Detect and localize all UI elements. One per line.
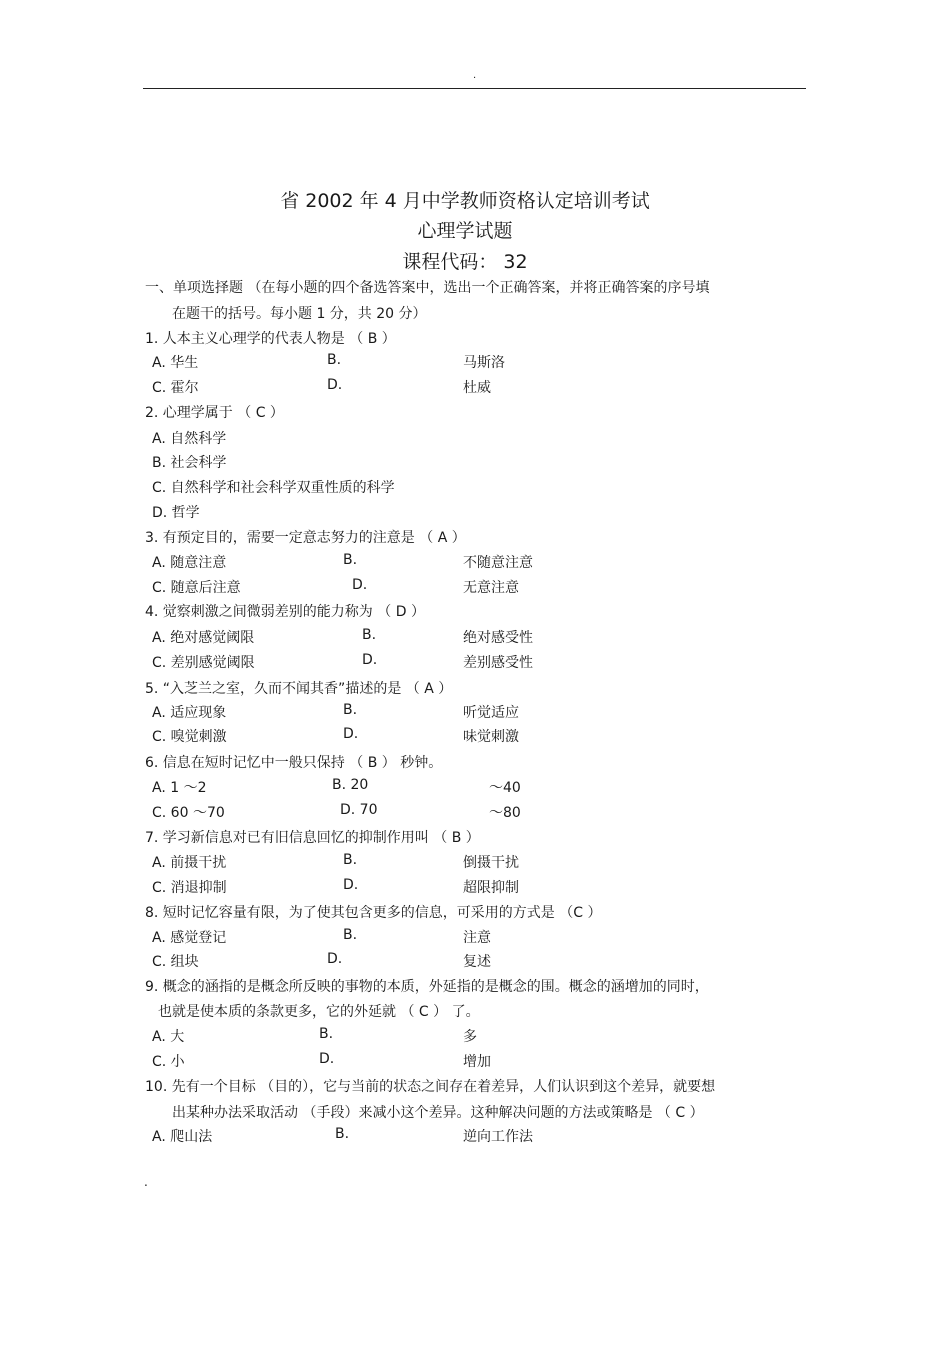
option-c: C. 组块 bbox=[152, 954, 199, 970]
option-d-text: 杜威 bbox=[463, 380, 491, 396]
option-a: A. 前摄干扰 bbox=[152, 855, 227, 871]
option-d: D. bbox=[319, 1051, 335, 1067]
option-a: A. 华生 bbox=[152, 355, 199, 371]
question-stem: 9. 概念的涵指的是概念所反映的事物的本质，外延指的是概念的围。概念的涵增加的同时， bbox=[145, 979, 709, 995]
header-dot: . bbox=[473, 70, 477, 81]
option-b-text: 注意 bbox=[463, 930, 491, 946]
question-stem: 5. “入芝兰之室，久而不闻其香”描述的是 （ A ） bbox=[145, 681, 453, 697]
footer-dot: . bbox=[144, 1175, 148, 1189]
option-a: A. 大 bbox=[152, 1029, 185, 1045]
option-a: A. 感觉登记 bbox=[152, 930, 227, 946]
option-c: C. 随意后注意 bbox=[152, 580, 241, 596]
option-b: B. bbox=[335, 1126, 350, 1142]
question-stem: 1. 人本主义心理学的代表人物是 （ B ） bbox=[145, 331, 396, 347]
option-d-text: 增加 bbox=[463, 1054, 491, 1070]
option-c: C. 嗅觉刺激 bbox=[152, 729, 227, 745]
question-stem: 4. 觉察刺激之间微弱差别的能力称为 （ D ） bbox=[145, 604, 425, 620]
option-b: B. 社会科学 bbox=[152, 455, 227, 471]
question-stem-cont: 也就是使本质的条款更多，它的外延就 （ C ） 了。 bbox=[158, 1004, 480, 1020]
exam-title: 省 2002 年 4 月中学教师资格认定培训考试 bbox=[280, 190, 650, 212]
option-c: C. 消退抑制 bbox=[152, 880, 227, 896]
option-b-text: 绝对感受性 bbox=[463, 630, 533, 646]
option-b: B. bbox=[319, 1026, 334, 1042]
question-stem: 7. 学习新信息对已有旧信息回忆的抑制作用叫 （ B ） bbox=[145, 830, 480, 846]
option-d: D. bbox=[352, 577, 368, 593]
option-b: B. bbox=[343, 927, 358, 943]
option-a: A. 随意注意 bbox=[152, 555, 227, 571]
option-c: C. 60 ～70 bbox=[152, 805, 225, 821]
header-rule bbox=[143, 88, 806, 89]
option-b: B. bbox=[362, 627, 377, 643]
option-b-text: 不随意注意 bbox=[463, 555, 533, 571]
option-b: B. bbox=[327, 352, 342, 368]
option-d: D. bbox=[327, 377, 343, 393]
option-b-text: 听觉适应 bbox=[463, 705, 519, 721]
option-a: A. 适应现象 bbox=[152, 705, 227, 721]
question-stem: 2. 心理学属于 （ C ） bbox=[145, 405, 284, 421]
option-b: B. bbox=[343, 552, 358, 568]
option-d: D. bbox=[343, 726, 359, 742]
section-heading-cont: 在题干的括号。每小题 1 分，共 20 分） bbox=[172, 306, 427, 322]
option-d: D. bbox=[343, 877, 359, 893]
question-stem: 3. 有预定目的，需要一定意志努力的注意是 （ A ） bbox=[145, 530, 466, 546]
option-b-text: 马斯洛 bbox=[463, 355, 505, 371]
question-stem: 6. 信息在短时记忆中一般只保持 （ B ） 秒钟。 bbox=[145, 755, 443, 771]
option-b: B. bbox=[343, 852, 358, 868]
option-c: C. 差别感觉阈限 bbox=[152, 655, 255, 671]
option-d: D. bbox=[327, 951, 343, 967]
question-stem-cont: 出某种办法采取活动 （手段）来减小这个差异。这种解决问题的方法或策略是 （ C ） bbox=[172, 1105, 704, 1121]
option-b: B. 20 bbox=[332, 777, 369, 793]
option-a: A. 1 ～2 bbox=[152, 780, 207, 796]
option-d: D. 哲学 bbox=[152, 505, 200, 521]
option-d: D. bbox=[362, 652, 378, 668]
option-c: C. 霍尔 bbox=[152, 380, 199, 396]
option-d-text: 复述 bbox=[463, 954, 491, 970]
option-d-text: ～80 bbox=[489, 805, 521, 821]
question-stem: 10. 先有一个目标 （目的），它与当前的状态之间存在着差异，人们认识到这个差异，就要想 bbox=[145, 1079, 716, 1095]
option-a: A. 绝对感觉阈限 bbox=[152, 630, 255, 646]
option-b-text: 逆向工作法 bbox=[463, 1129, 533, 1145]
option-d: D. 70 bbox=[340, 802, 378, 818]
option-b-text: ～40 bbox=[489, 780, 521, 796]
option-c: C. 自然科学和社会科学双重性质的科学 bbox=[152, 480, 395, 496]
option-d-text: 无意注意 bbox=[463, 580, 519, 596]
option-b-text: 倒摄干扰 bbox=[463, 855, 519, 871]
option-a: A. 自然科学 bbox=[152, 431, 227, 447]
section-heading: 一、单项选择题 （在每小题的四个备选答案中，选出一个正确答案，并将正确答案的序号填 bbox=[145, 280, 710, 296]
option-d-text: 味觉刺激 bbox=[463, 729, 519, 745]
course-code: 课程代码： 32 bbox=[402, 251, 528, 273]
question-stem: 8. 短时记忆容量有限，为了使其包含更多的信息，可采用的方式是 （C ） bbox=[145, 905, 602, 921]
option-b: B. bbox=[343, 702, 358, 718]
subject-title: 心理学试题 bbox=[417, 220, 513, 242]
option-d-text: 差别感受性 bbox=[463, 655, 533, 671]
option-b-text: 多 bbox=[463, 1029, 477, 1045]
option-a: A. 爬山法 bbox=[152, 1129, 213, 1145]
option-c: C. 小 bbox=[152, 1054, 185, 1070]
option-d-text: 超限抑制 bbox=[463, 880, 519, 896]
